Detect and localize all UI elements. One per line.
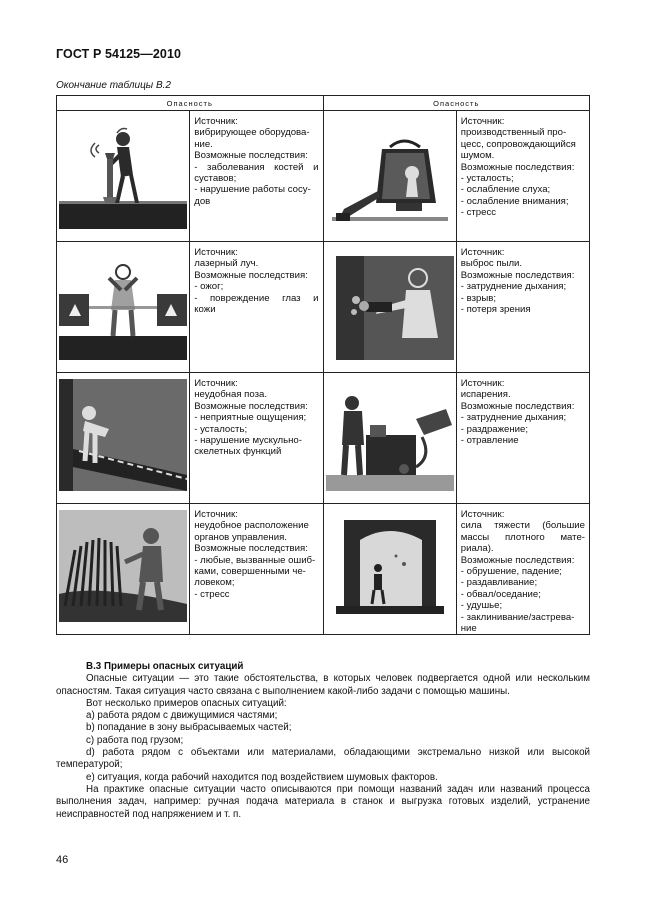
text-line: - любые, вызванные ошиб- <box>194 554 316 566</box>
text-line: - неприятные ощущения; <box>194 412 307 424</box>
paragraph: На практике опасные ситуации часто описываются при помощи названий задач или названий процесса выполнения задач, например: ручная подача материала в станок и выгрузка готовых изделий, устранение неисправностей под напряжением и т. п. <box>56 783 590 820</box>
text-cell <box>190 242 323 373</box>
picture-cell <box>57 373 190 504</box>
text-cell <box>190 373 323 504</box>
text-line: Возможные последствия: <box>194 400 308 412</box>
text-line: ками, совершенными че- <box>194 566 306 578</box>
text-line: ние. <box>194 138 213 150</box>
picture-cell <box>323 373 456 504</box>
text-cell <box>456 111 589 242</box>
document-header: ГОСТ Р 54125—2010 <box>56 47 182 61</box>
text-line: испарения. <box>460 389 511 401</box>
text-line: сила тяжести (большие <box>460 520 585 532</box>
hazard-table <box>56 95 590 635</box>
page-number: 46 <box>56 854 69 866</box>
text-line: Источник: <box>194 378 238 389</box>
text-line: - удушье; <box>460 600 503 612</box>
laser-beam-illustration <box>59 248 187 360</box>
text-line: Возможные последствия: <box>460 161 575 173</box>
list-item: d) работа рядом с объектами или материалами, обладающими экстремально низкой или высокой температурой; <box>56 747 590 771</box>
text-cell <box>190 504 323 635</box>
text-line: вибрирующее оборудова- <box>194 127 310 139</box>
picture-cell <box>57 242 190 373</box>
text-line: неудобная поза. <box>194 389 267 401</box>
text-line: - взрыв; <box>460 292 496 304</box>
text-line: - усталость; <box>460 173 514 185</box>
list-item: c) работа под грузом; <box>86 734 184 746</box>
text-line: ловеком; <box>194 577 235 589</box>
table-row <box>57 242 590 373</box>
text-cell <box>456 242 589 373</box>
text-line: Возможные последствия: <box>460 554 575 566</box>
paragraph: Вот несколько примеров опасных ситуаций: <box>86 697 287 709</box>
picture-cell <box>57 111 190 242</box>
hazard-description <box>190 111 322 207</box>
column-header-right: Опасность <box>323 96 590 111</box>
text-line: шумом. <box>460 150 495 162</box>
text-line: ние <box>460 623 477 635</box>
text-line: - ослабление слуха; <box>460 184 551 196</box>
text-line: - потеря зрения <box>460 304 531 316</box>
text-cell <box>456 504 589 635</box>
text-line: суставов; <box>194 173 237 185</box>
text-line: - усталость; <box>194 423 248 435</box>
control-panel-illustration <box>59 510 187 622</box>
section-title: В.3 Примеры опасных ситуаций <box>86 661 244 672</box>
list-item: b) попадание в зону выбрасываемых частей; <box>86 722 292 734</box>
paragraph: Опасные ситуации — это такие обстоятельства, в которых человек подвергается одной или нескольким опасностям. Такая ситуация часто связана с выполнением какой-либо задачи с помощью машины. <box>56 673 590 697</box>
text-line: органов управления. <box>194 531 287 543</box>
text-line: Источник: <box>460 509 505 520</box>
section-hazardous-situations <box>56 661 590 821</box>
text-line: Источник: <box>194 116 238 127</box>
text-line: риала). <box>460 543 494 555</box>
text-line: цесс, сопровождающийся <box>460 138 576 150</box>
text-line: - нарушение мускульно- <box>194 435 302 447</box>
text-line: - отравление <box>460 435 519 447</box>
picture-cell <box>323 504 456 635</box>
hazard-description <box>457 111 589 219</box>
text-line: Источник: <box>194 247 238 258</box>
text-line: Возможные последствия: <box>460 400 575 412</box>
text-line: производственный про- <box>460 127 567 139</box>
vibrating-equipment-illustration <box>59 117 187 229</box>
hazard-description <box>190 504 322 600</box>
text-line: Возможные последствия: <box>460 269 575 281</box>
table-row <box>57 373 590 504</box>
text-line: лазерный луч. <box>194 258 259 270</box>
table-caption: Окончание таблицы В.2 <box>56 80 171 91</box>
text-line: - заболевания костей и <box>194 161 319 173</box>
table-row <box>57 504 590 635</box>
picture-cell <box>323 242 456 373</box>
gravity-collapse-illustration <box>326 510 454 622</box>
text-line: Возможные последствия: <box>194 269 308 281</box>
text-line: - заклинивание/застрева- <box>460 611 575 623</box>
text-line: Возможные последствия: <box>194 543 308 555</box>
text-line: выброс пыли. <box>460 258 523 270</box>
table-header-row <box>57 96 590 111</box>
text-line: - ослабление внимания; <box>460 195 569 207</box>
text-line: кожи <box>194 304 216 316</box>
picture-cell <box>323 111 456 242</box>
picture-cell <box>57 504 190 635</box>
list-item: e) ситуация, когда рабочий находится под воздействием шумовых факторов. <box>86 771 438 783</box>
text-cell <box>190 111 323 242</box>
text-line: Источник: <box>460 116 505 127</box>
text-line: - раздражение; <box>460 423 529 435</box>
text-line: - стресс <box>194 588 230 600</box>
vapours-illustration <box>326 379 454 491</box>
text-line: скелетных функций <box>194 446 282 458</box>
text-cell <box>456 373 589 504</box>
column-header-left: Опасность <box>57 96 324 111</box>
text-line: - ожог; <box>194 281 224 293</box>
noise-machine-illustration <box>326 117 454 229</box>
text-line: - обрушение, падение; <box>460 566 562 578</box>
text-line: Источник: <box>194 509 238 520</box>
text-line: - раздавливание; <box>460 577 538 589</box>
text-line: - повреждение глаз и <box>194 292 319 304</box>
awkward-posture-illustration <box>59 379 187 491</box>
hazard-description <box>190 242 322 315</box>
text-line: Возможные последствия: <box>194 150 308 162</box>
text-line: Источник: <box>460 247 505 258</box>
dust-emission-illustration <box>326 248 454 360</box>
text-line: - стресс <box>460 207 497 219</box>
hazard-description <box>457 504 589 634</box>
text-line: неудобное расположение <box>194 520 309 532</box>
text-line: - нарушение работы сосу- <box>194 184 311 196</box>
text-line: - затруднение дыхания; <box>460 281 567 293</box>
hazard-description <box>457 242 589 315</box>
text-line: - затруднение дыхания; <box>460 412 567 424</box>
list-item: a) работа рядом с движущимися частями; <box>86 710 278 722</box>
text-line: - обвал/оседание; <box>460 588 541 600</box>
text-line: дов <box>194 195 211 207</box>
hazard-description <box>457 373 589 446</box>
text-line: Источник: <box>460 378 505 389</box>
text-line: массы плотного мате- <box>460 531 585 543</box>
table-row <box>57 111 590 242</box>
hazard-description <box>190 373 322 458</box>
